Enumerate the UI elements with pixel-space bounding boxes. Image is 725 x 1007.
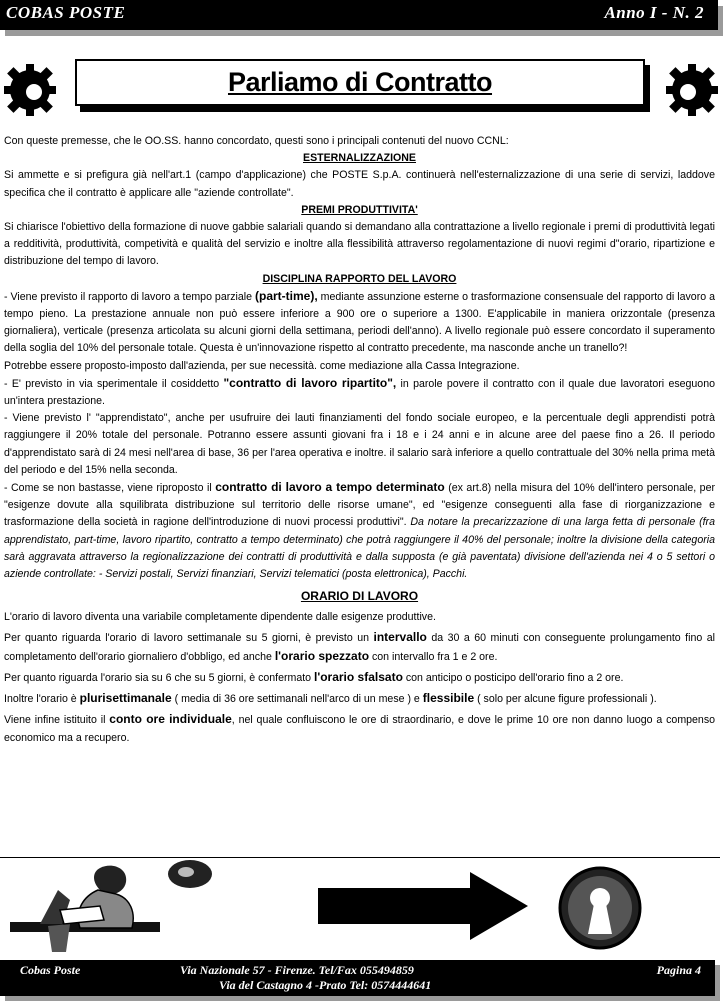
paragraph-part-time [4,288,715,358]
paragraph-orario-4 [4,690,715,708]
gear-icon [662,56,722,116]
gear-icon [0,56,60,116]
text-run: Per quanto riguarda l'orario sia su 6 che su 5 giorni, è confermato [4,671,315,684]
footer-bar [0,960,715,996]
header-bar [0,0,718,30]
page-title: Parliamo di Contratto [227,67,493,97]
text-run-italic: Da notare la precarizzazione di una larga fetta di personale (fra apprendistato, part-time, lavoro ripartito, contratto a tempo determinato) che potrà raggiungere il 40% del personale; inoltre la divisione della categoria sarà aggravata attraverso la regionalizzazione dei contratti di produttività e dalla supposta (e già paventata) divisione dell'azienda nei 4 o 5 settori o aziende controllate: - Servizi postali, Servizi finanziari, Servizi telematici (posta elettronica), Pacchi. [4,516,715,581]
paragraph-tempo-determinato [4,479,715,583]
text-run: con anticipo o posticipo dell'orario fino a 2 ore. [402,671,624,684]
paragraph-premi: Si chiarisce l'obiettivo della formazione di nuove gabbie salariali quando si demandano alla contrattazione a livello regionale i premi di produttività legati a redditività, produttività, competività e qualità del servizio e inoltre alla flessibilità attraverso regolamentazione di nuovi regimi d"orario, ripartizione e distribuzione del tempo di lavoro. [4,221,715,268]
footer-address-prato: Via del Castagno 4 -Prato Tel: 0574444641 [219,978,432,992]
text-run: (ex art.8) nella misura del 10% dell'intero personale, per "esigenze dovute alla squilibrata distribuzione sul territorio delle risorse umane", ed "esigenze conseguenti alla fase di riorganizzazione e trasformazione della società in ragione dell'introduzione di nuovi processi produttivi". [4,482,715,529]
text-run: da 30 a 60 minuti con conseguente prolungamento fino al completamento dell'orario giornaliero d'obbligo, ed anche [4,632,715,663]
header-issue: Anno I - N. 2 [604,3,704,22]
divider [0,857,720,858]
worker-at-desk-icon [10,860,212,952]
text-run-bold: plurisettimanale [79,691,172,706]
text-run: ( media di 36 ore settimanali nell'arco di un mese ) e [171,693,423,706]
text-run: - E' previsto in via sperimentale il cosiddetto [4,377,224,390]
text-run: Inoltre l'orario è [4,693,80,706]
section-heading-premi: PREMI PRODUTTIVITA' [301,203,418,216]
paragraph-lavoro-ripartito [4,375,715,410]
arrow-right-icon [318,872,528,940]
footer-publication: Cobas Poste [20,963,81,977]
text-run-bold: (part-time), [255,288,318,303]
text-run: - Come se non bastasse, viene riproposto il [4,482,216,495]
paragraph-apprendistato: - Viene previsto l' "apprendistato", anche per usufruire dei lauti finanziamenti del fondo sociale europeo, e la percentuale degli apprendisti potrà raggiungere il 20% totale del personale. Potranno essere assunti giovani fra i 18 e i 24 anni e in alcune aree del paese fino a 26. Il periodo d'apprendistato sarà di 24 mesi nell'area di base, 36 per l'area operativa e inoltre. il salario sarà inferiore a quello contrattuale del 30% nella prima metà del periodo e del 15% nella seconda. [4,412,715,476]
text-run-bold: l'orario spezzato [274,648,370,663]
page-title-box [75,59,645,106]
paragraph-orario-3 [4,669,715,687]
text-run-bold: contratto di lavoro a tempo determinato [215,480,445,495]
text-run: ( solo per alcune figure professionali ). [474,693,657,706]
text-run: in parole povere il contratto con il quale due lavoratori eseguono un'intera prestazione. [4,377,715,408]
paragraph-orario-1: L'orario di lavoro diventa una variabile completamente dipendente dalle esigenze produttive. [4,611,436,624]
text-run: Viene infine istituito il [4,714,110,727]
section-heading-disciplina: DISCIPLINA RAPPORTO DEL LAVORO [262,272,457,285]
text-run-bold: intervallo [373,630,427,645]
text-run-bold: "contratto di lavoro ripartito", [223,375,397,390]
text-run-bold: conto ore individuale [109,712,232,727]
text-run-bold: flessibile [422,691,475,706]
intro-paragraph: Con queste premesse, che le OO.SS. hanno concordato, questi sono i principali contenuti del nuovo CCNL: [4,135,509,147]
text-run-bold: l'orario sfalsato [314,669,403,684]
paragraph-cassa-integrazione: Potrebbe essere proposto-imposto dall'azienda, per sue necessità. come mediazione alla Cassa Integrazione. [4,359,520,372]
article-body [4,133,715,747]
footer-illustration [0,860,720,958]
header-publication: COBAS POSTE [6,3,126,22]
section-heading-orario: ORARIO DI LAVORO [300,589,419,604]
footer-address-florence: Via Nazionale 57 - Firenze. Tel/Fax 055494859 [180,963,414,977]
text-run: mediante assunzione esterne o trasformazione consensuale del rapporto di lavoro a tempo pieno. La prestazione annuale non può essere inferiore a 900 ore o superiore a 1300. E'applicabile in maniera orizzontale (presenza giornaliera), verticale (presenza articolata su alcuni giorni della settimana, periodi dell'anno). A livello regionale può essere concordato il superamento della soglia del 10% del personale totale. Questa è un'innovazione rispetto al contratto precedente, ma nasconde anche un tranello?! [4,290,715,355]
paragraph-orario-2 [4,629,715,665]
text-run: , nel quale confluiscono le ore di straordinario, e dove le prime 10 ore non danno luogo a compenso economico ma a recupero. [4,714,716,744]
section-heading-esternalizzazione: ESTERNALIZZAZIONE [303,152,416,165]
paragraph-esternalizzazione: Si ammette e si prefigura già nell'art.1 (campo d'applicazione) che POSTE S.p.A. continuerà nell'esternalizzazione di una serie di servizi, laddove specifica che il contratto è applicare alle "aziende controllate". [4,169,715,199]
text-run: con intervallo fra 1 e 2 ore. [369,650,498,663]
page-number: Pagina 4 [656,963,701,977]
text-run: - Viene previsto il rapporto di lavoro a tempo parziale [4,290,256,303]
text-run: Per quanto riguarda l'orario di lavoro settimanale su 5 giorni, è previsto un [4,632,374,645]
paragraph-orario-5 [4,711,715,746]
keyhole-icon [560,868,640,948]
